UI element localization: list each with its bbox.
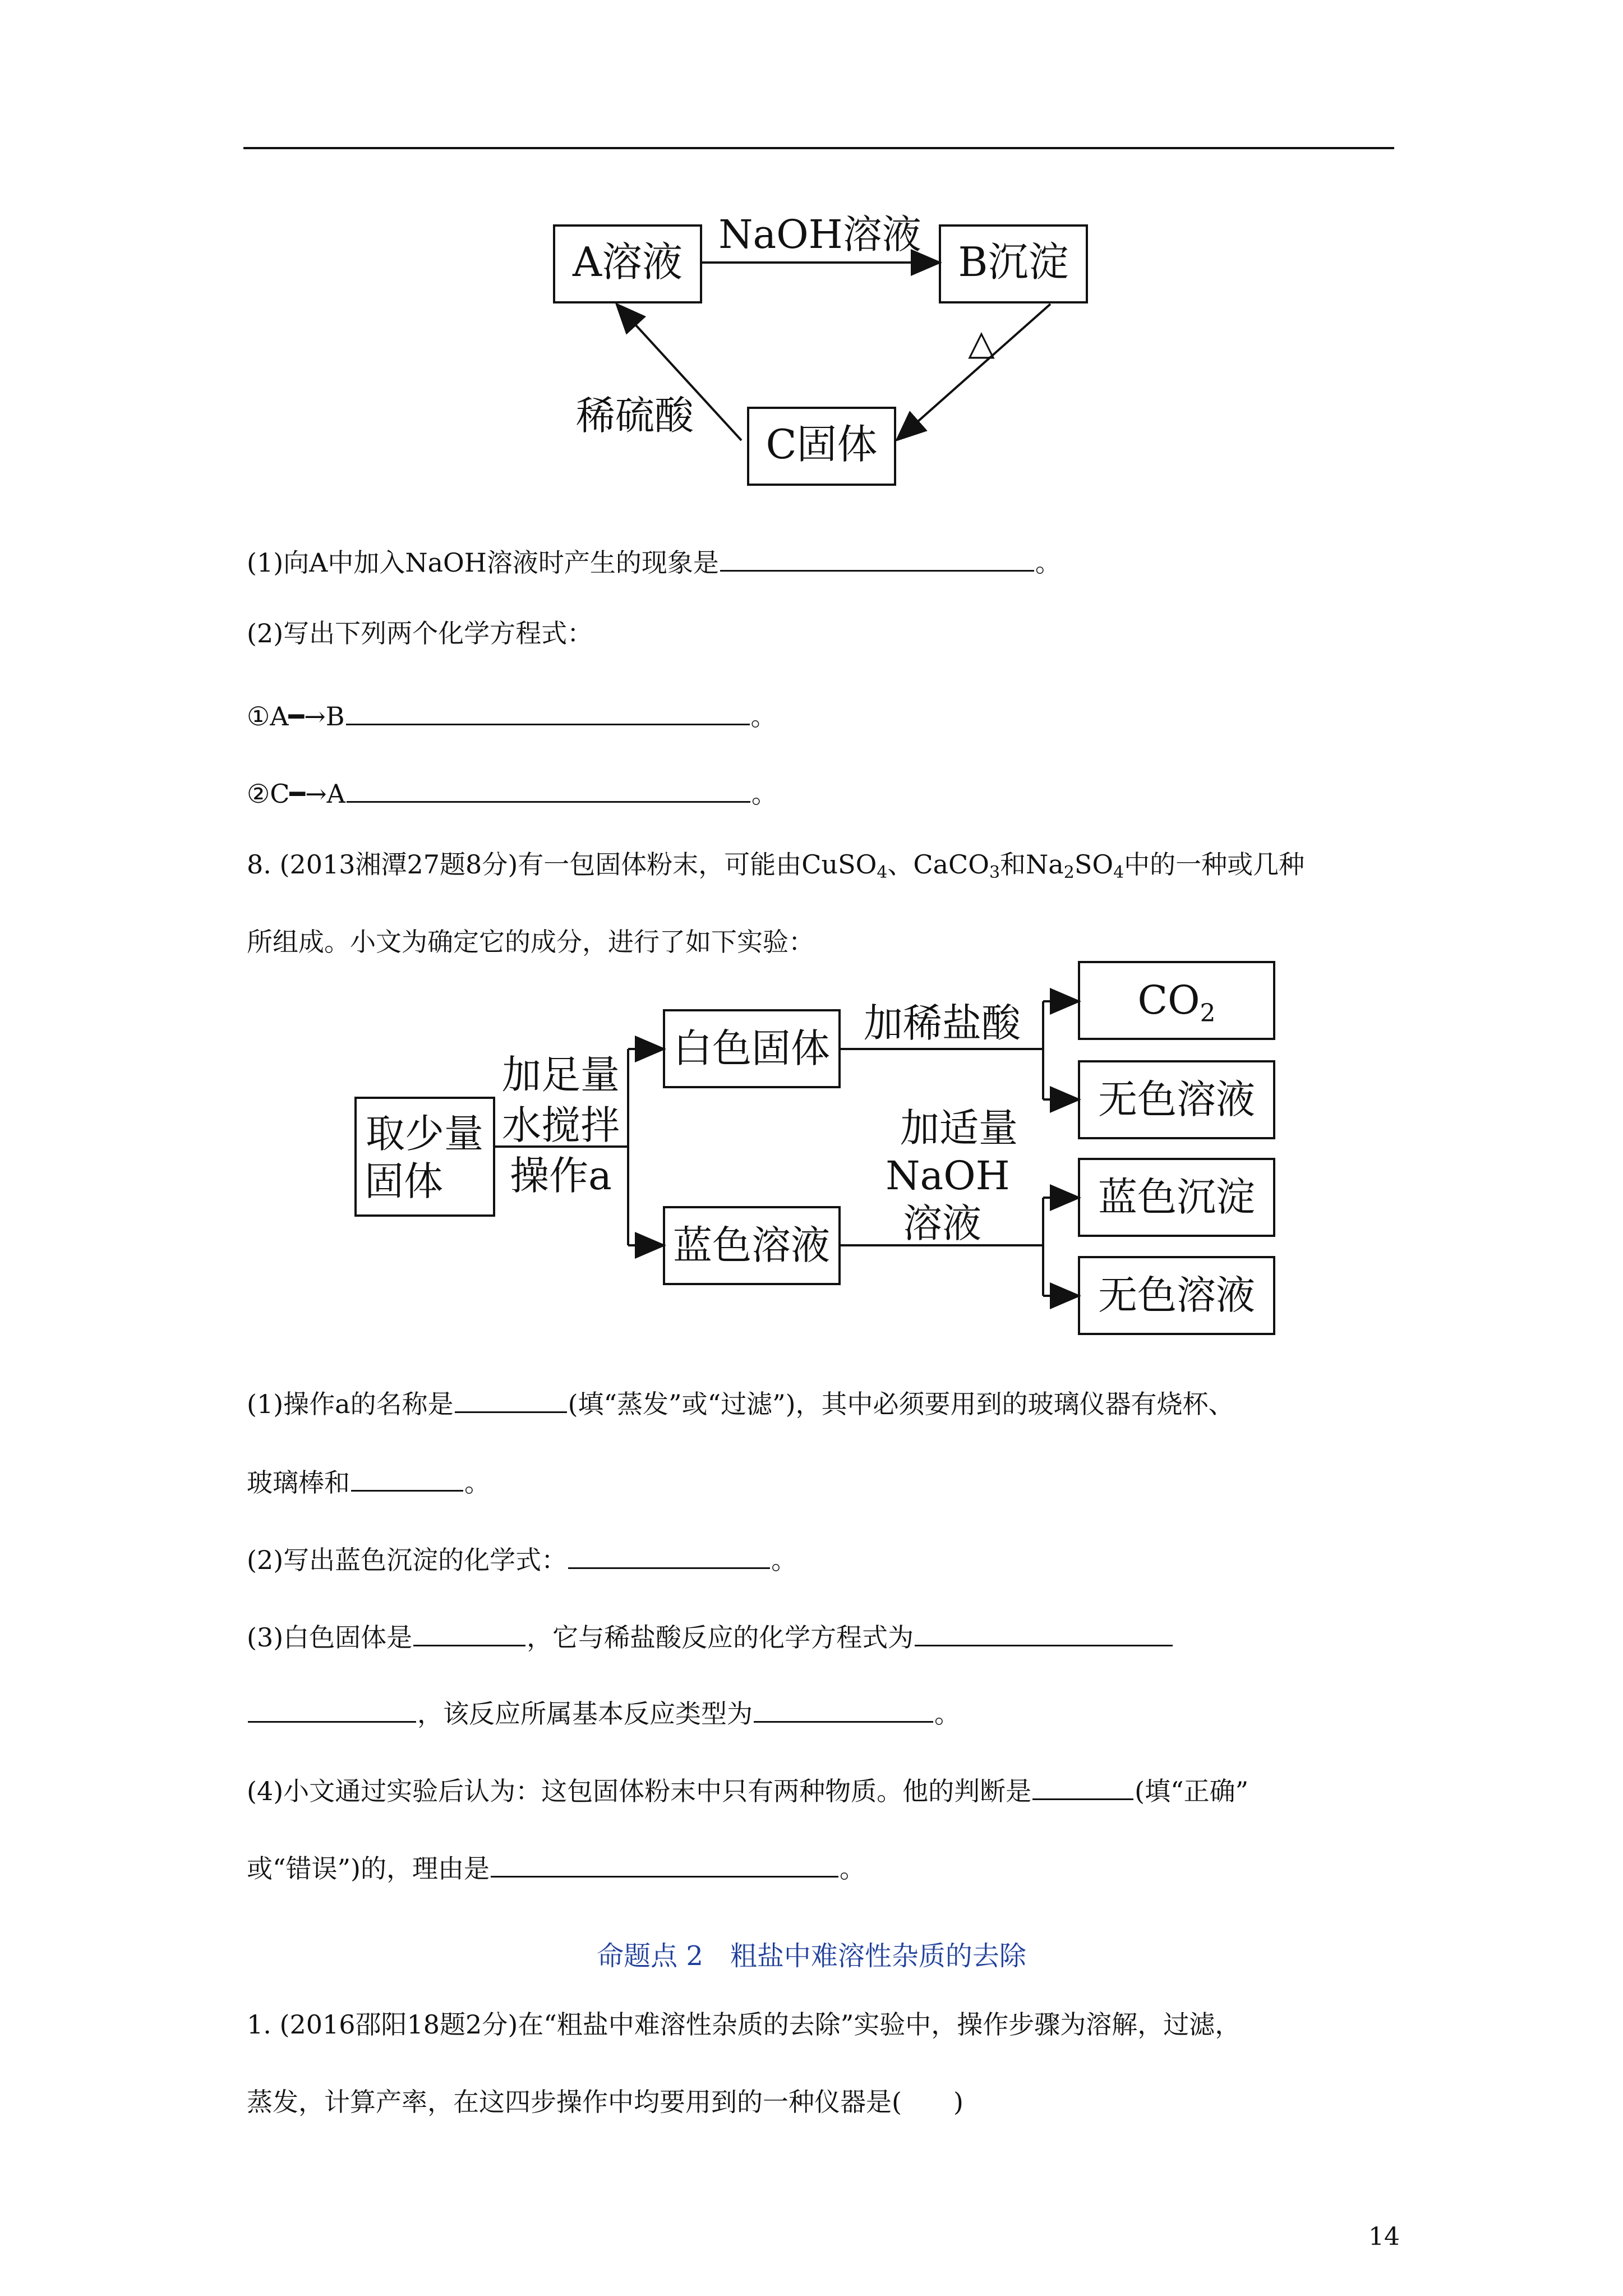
s2-q1-line1: 1. (2016邵阳18题2分)在“粗盐中难溶性杂质的去除”实验中，操作步骤为溶解，过滤，: [247, 2009, 1241, 2040]
blue-solution-label: 蓝色溶液: [673, 1222, 830, 1268]
answer-blank[interactable]: [413, 1619, 525, 1646]
q8-part1-line2: 玻璃棒和 。: [247, 1464, 490, 1496]
naoh-line1: 加适量: [900, 1105, 1018, 1151]
answer-blank[interactable]: [491, 1850, 838, 1878]
co2-label: $CO_2$: [1137, 977, 1216, 1028]
q7-eq1: ①A━→B 。: [247, 698, 777, 729]
step1-line3: 操作a: [510, 1153, 612, 1199]
blue-precip-label: 蓝色沉淀: [1098, 1174, 1255, 1220]
box-c-label: C固体: [766, 421, 878, 468]
answer-blank[interactable]: [754, 1695, 933, 1723]
arrow-b-to-c-label: △: [968, 322, 995, 363]
add-hcl-label: 加稀盐酸: [864, 1000, 1021, 1046]
q8-part3-line2: ，该反应所属基本反应类型为 。: [247, 1695, 960, 1727]
q8-part1-line1: (1)操作a的名称是 (填“蒸发”或“过滤”)，其中必须要用到的玻璃仪器有烧杯、: [247, 1386, 1234, 1417]
q7-part2: (2)写出下列两个化学方程式：: [247, 618, 593, 648]
section-heading: 命题点 2 粗盐中难溶性杂质的去除: [597, 1940, 1026, 1972]
answer-blank[interactable]: [1032, 1773, 1133, 1800]
answer-blank[interactable]: [347, 775, 750, 803]
q7-part1: (1)向A中加入NaOH溶液时产生的现象是 。: [247, 544, 1061, 576]
step1-line2: 水搅拌: [502, 1102, 620, 1148]
experiment-flow-diagram: [0, 954, 1623, 1346]
colorless2-label: 无色溶液: [1098, 1272, 1255, 1318]
q8-intro-line2: 所组成。小文为确定它的成分，进行了如下实验：: [247, 927, 814, 957]
s2-q1-line2: 蒸发，计算产率，在这四步操作中均要用到的一种仪器是( ): [247, 2087, 963, 2117]
q8-part4-line2: 或“错误”)的，理由是 。: [247, 1850, 865, 1881]
answer-blank[interactable]: [351, 1464, 463, 1492]
answer-blank[interactable]: [915, 1619, 1173, 1646]
page-number: 14: [1368, 2223, 1400, 2251]
box-b-label: B沉淀: [958, 238, 1069, 286]
answer-blank[interactable]: [248, 1695, 416, 1723]
answer-blank[interactable]: [455, 1386, 567, 1413]
answer-blank[interactable]: [346, 698, 750, 725]
answer-blank[interactable]: [720, 544, 1034, 572]
arrow-c-to-a-label: 稀硫酸: [576, 393, 694, 439]
step1-line1: 加足量: [502, 1052, 620, 1098]
white-solid-label: 白色固体: [673, 1025, 830, 1071]
arrow-a-to-b-label: NaOH溶液: [718, 211, 921, 257]
q7-eq2: ②C━→A 。: [247, 775, 777, 807]
naoh-line2: NaOH: [886, 1153, 1010, 1199]
q8-part2: (2)写出蓝色沉淀的化学式： 。: [247, 1542, 797, 1573]
box-a-label: A溶液: [573, 238, 683, 286]
q8-intro-line1: 8. (2013湘潭27题8分)有一包固体粉末，可能由CuSO$_4$、CaCO$_3$和$Na_2SO_4$中的一种或几种: [247, 849, 1305, 882]
q8-part4-line1: (4)小文通过实验后认为：这包固体粉末中只有两种物质。他的判断是 (填“正确”: [247, 1773, 1248, 1804]
colorless1-label: 无色溶液: [1098, 1076, 1255, 1122]
start-line1: 取少量: [366, 1111, 483, 1157]
reaction-cycle-diagram: [0, 0, 1623, 505]
q8-part3-line1: (3)白色固体是 ，它与稀盐酸反应的化学方程式为: [247, 1619, 1174, 1650]
naoh-line3: 溶液: [903, 1200, 981, 1246]
start-line2: 固体: [365, 1158, 443, 1204]
answer-blank[interactable]: [568, 1542, 770, 1569]
